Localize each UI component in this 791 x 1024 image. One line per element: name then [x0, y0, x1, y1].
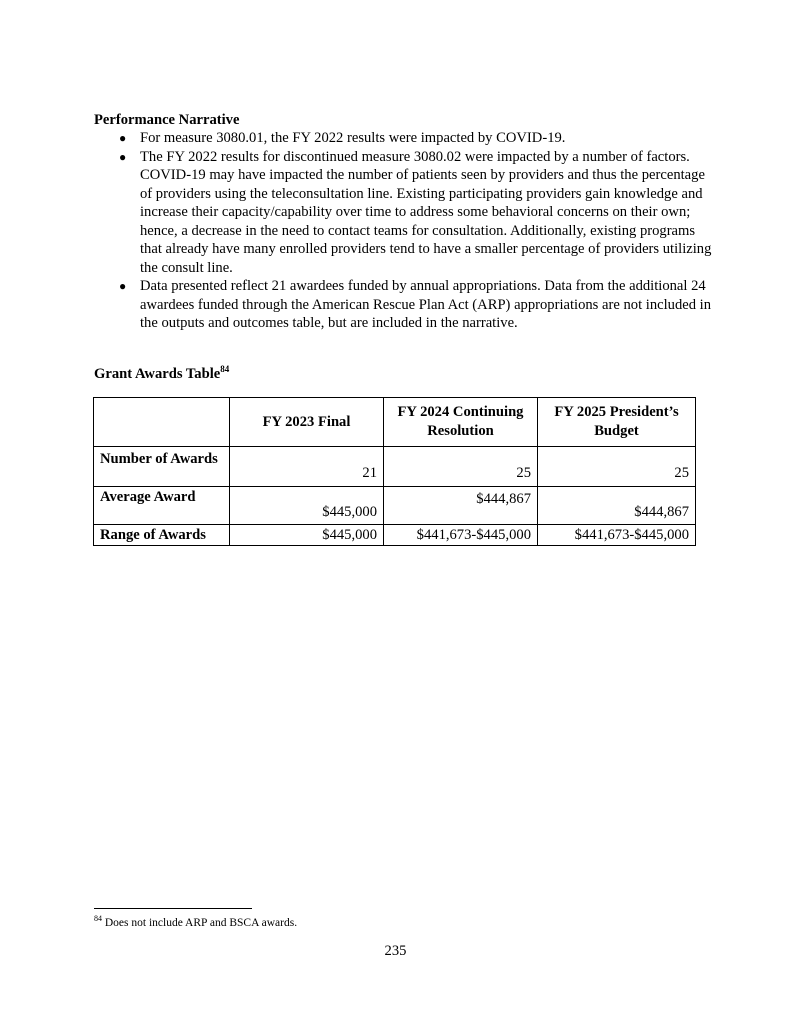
list-item — [94, 129, 714, 148]
narrative-bullet-list — [94, 129, 714, 333]
footnote-divider — [94, 908, 252, 909]
bullet-text: Data presented reflect 21 awardees funded by annual appropriations. Data from the additional 24 awardees funded through the American Rescue Plan Act (ARP) appropriations are not included in the outputs and outcomes table, but are included in the narrative. — [140, 278, 712, 331]
list-item — [94, 148, 714, 278]
table-cell: 25 — [384, 447, 538, 487]
performance-narrative-heading: Performance Narrative — [94, 112, 240, 128]
table-header-row — [94, 398, 696, 447]
table-row — [94, 447, 696, 487]
table-row — [94, 525, 696, 546]
table-cell: 25 — [538, 447, 696, 487]
table-cell: $444,867 — [538, 487, 696, 525]
bullet-icon: ● — [119, 149, 127, 164]
footnote-reference: 84 — [220, 364, 230, 375]
table-cell: $444,867 — [384, 487, 538, 525]
grant-awards-table-title — [94, 365, 229, 383]
header-cell: FY 2023 Final — [230, 398, 384, 447]
header-cell: FY 2024 Continuing Resolution — [384, 398, 538, 447]
row-label: Number of Awards — [94, 447, 230, 487]
bullet-icon: ● — [119, 279, 127, 293]
header-cell: FY 2025 President’s Budget — [538, 398, 696, 447]
row-label: Average Award — [94, 487, 230, 525]
table-cell: $445,000 — [230, 487, 384, 525]
table-row — [94, 487, 696, 525]
footnote-number: 84 — [94, 914, 102, 924]
bullet-icon: ● — [119, 131, 127, 145]
table-cell: $441,673-$445,000 — [538, 525, 696, 546]
table-cell: 21 — [230, 447, 384, 487]
row-label: Range of Awards — [94, 525, 230, 546]
table-cell: $441,673-$445,000 — [384, 525, 538, 546]
footnote-text: Does not include ARP and BSCA awards. — [104, 917, 298, 929]
grant-awards-table — [93, 397, 696, 546]
header-cell-empty — [94, 398, 230, 447]
table-cell: $445,000 — [230, 525, 384, 546]
list-item — [94, 277, 714, 333]
footnote — [94, 916, 297, 930]
page-number: 235 — [384, 943, 407, 959]
bullet-text: The FY 2022 results for discontinued measure 3080.02 were impacted by a number of factors. COVID-19 may have impacted the number of patients seen by providers and thus the percentage of providers using the teleconsultation line. Existing participating providers gain knowledge and increase their capacity/capability over time to address some behavioral concerns on their own; hence, a decrease in the need to contact teams for consultation. Additionally, existing programs that already have many enrolled providers tend to have a smaller percentage of providers utilizing the consult line. — [140, 148, 712, 276]
table-title-text: Grant Awards Table — [94, 366, 221, 382]
bullet-text: For measure 3080.01, the FY 2022 results were impacted by COVID-19. — [140, 130, 566, 146]
